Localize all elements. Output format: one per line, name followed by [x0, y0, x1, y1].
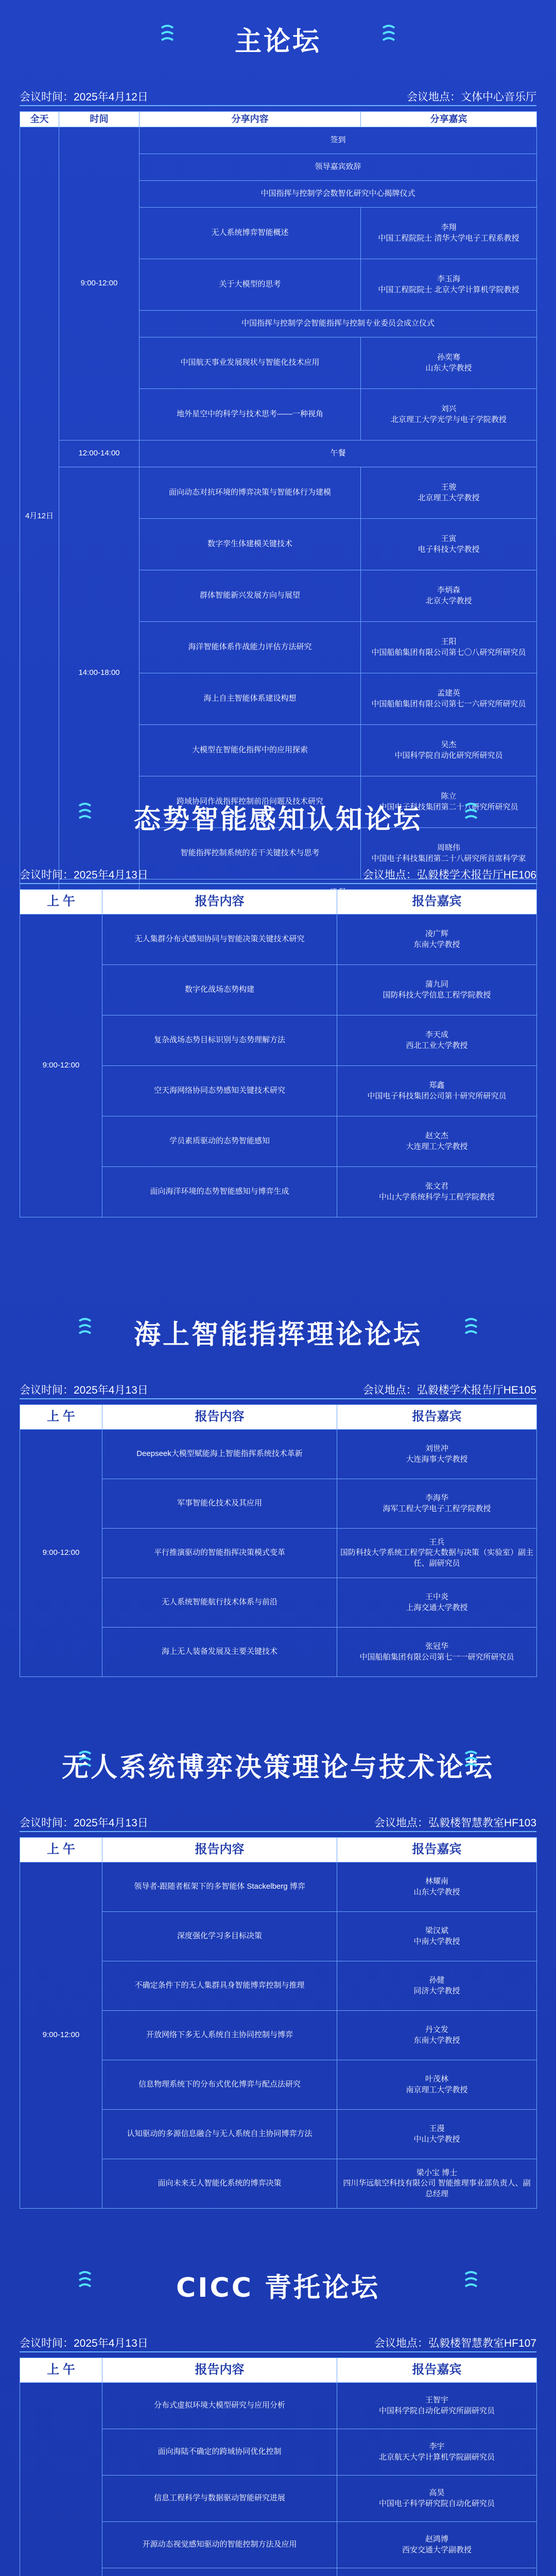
- header-content: 报告内容: [102, 890, 337, 914]
- report-content: 跨域协同作战指挥控制前沿问题及技术研究: [140, 776, 361, 828]
- time-block: 9:00-12:00: [59, 127, 140, 440]
- header-speaker: 报告嘉宾: [337, 890, 537, 914]
- report-content: 海上自主智能体系建设构想: [140, 673, 361, 725]
- speaker-org: 大连海事大学教授: [406, 1454, 468, 1464]
- speaker-cell: [337, 1479, 537, 1529]
- agenda-item: 午餐: [140, 440, 537, 467]
- report-content: 大模型在智能化指挥中的应用探索: [140, 725, 361, 776]
- speaker-org: 中山大学教授: [413, 2134, 460, 2144]
- time-block: 9:00-12:00: [20, 1862, 102, 2209]
- report-content: 军事智能化技术及其应用: [102, 1479, 337, 1529]
- report-content: 面向海洋环境的态势智能感知与博弈生成: [102, 1167, 337, 1217]
- speaker-name: 张文君: [425, 1182, 448, 1191]
- schedule-table: [20, 889, 537, 1217]
- speaker-name: 李炳森: [437, 586, 460, 595]
- speaker-name: 高昊: [429, 2488, 445, 2498]
- speaker-org: 北京理工大学光学与电子学院教授: [390, 415, 507, 424]
- report-content: 深度强化学习多目标决策: [102, 1912, 337, 1961]
- report-content: Deepseek大模型赋能海上智能指挥系统技术革新: [102, 1430, 337, 1479]
- speaker-org: 东南大学教授: [413, 2036, 460, 2045]
- speaker-cell: [361, 622, 537, 673]
- speaker-org: 北京大学教授: [425, 596, 472, 605]
- report-content: 地外星空中的科学与技术思考——一种视角: [140, 389, 361, 440]
- schedule-table-main: [20, 111, 537, 906]
- speaker-cell: [337, 1628, 537, 1677]
- speaker-name: 叶茂林: [425, 2075, 448, 2084]
- report-content: 开放网络下多无人系统自主协同控制与博弈: [102, 2011, 337, 2060]
- header-content: 报告内容: [102, 1838, 337, 1862]
- report-content: 海洋智能体系作战能力评估方法研究: [140, 622, 361, 673]
- speaker-cell: [361, 337, 537, 389]
- agenda-item: 中国指挥与控制学会智能指挥与控制专业委员会成立仪式: [140, 311, 537, 337]
- speaker-cell: [361, 570, 537, 622]
- report-content: 学员素质驱动的态势智能感知: [102, 1116, 337, 1167]
- report-content: 面向海陆不确定的跨域协同优化控制: [102, 2429, 337, 2476]
- time-block: 14:00-18:00: [59, 467, 140, 879]
- speaker-org: 国防科技大学信息工程学院教授: [383, 990, 491, 999]
- report-content: 群体智能新兴发展方向与展望: [140, 570, 361, 622]
- report-content: 关于大模型的思考: [140, 259, 361, 311]
- time-block: 12:00-14:00: [59, 440, 140, 467]
- header-speaker: 报告嘉宾: [337, 2358, 537, 2383]
- speaker-org: 大连理工大学教授: [406, 1142, 468, 1151]
- speaker-name: 刘兴: [441, 404, 457, 414]
- speaker-org: 中国工程院院士 北京大学计算机学院教授: [378, 285, 519, 294]
- meeting-location: 会议地点：弘毅楼学术报告厅HE105: [362, 1384, 536, 1396]
- speaker-org: 中南大学教授: [413, 1937, 460, 1946]
- speaker-name: 孙奕骞: [437, 353, 460, 362]
- report-content: 无人系统智能航行技术体系与前沿: [102, 1578, 337, 1628]
- report-content: 开源动态视觉感知驱动的智能控制方法及应用: [102, 2522, 337, 2568]
- speaker-org: 上海交通大学教授: [406, 1603, 468, 1612]
- speaker-org: 中国科学院自动化研究所副研究员: [378, 2406, 495, 2415]
- speaker-org: 国防科技大学系统工程学院大数据与决策（实验室）副主任、副研究员: [340, 1548, 533, 1568]
- speaker-cell: [361, 673, 537, 725]
- report-content: 无人系统博弈智能概述: [140, 208, 361, 259]
- meeting-time: 会议时间：2025年4月13日: [20, 869, 148, 881]
- agenda-item: 签到: [140, 127, 537, 154]
- speaker-cell: [337, 1430, 537, 1479]
- speaker-name: 王中炎: [425, 1592, 448, 1602]
- agenda-item: 中国指挥与控制学会数智化研究中心揭牌仪式: [140, 181, 537, 208]
- decorative-wave-icon: [463, 802, 479, 822]
- header-content: 报告内容: [102, 1405, 337, 1430]
- speaker-name: 吴杰: [441, 740, 457, 750]
- speaker-org: 山东大学教授: [425, 363, 472, 372]
- speaker-cell: [361, 208, 537, 259]
- report-content: 数字化战场态势构建: [102, 965, 337, 1015]
- speaker-org: 中国科学院自动化研究所研究员: [394, 751, 503, 760]
- header-speaker: 报告嘉宾: [337, 1838, 537, 1862]
- speaker-name: 梁汉斌: [425, 1926, 448, 1936]
- speaker-org: 西安交通大学副教授: [402, 2545, 472, 2554]
- meeting-time: 会议时间：2025年4月13日: [20, 2337, 148, 2349]
- schedule-table: [20, 2358, 537, 2576]
- time-block: 9:00-12:00: [20, 1430, 102, 1677]
- report-content: 海上无人装备发展及主要关键技术: [102, 1628, 337, 1677]
- speaker-cell: [337, 1015, 537, 1066]
- speaker-org: 四川华远航空科技有限公司 智能推理事业部负责人、副总经理: [343, 2179, 531, 2198]
- speaker-org: 中国船舶集团有限公司第七一一研究所研究员: [359, 1652, 514, 1662]
- forum-title: 海上智能指挥理论论坛: [133, 1319, 422, 1350]
- speaker-name: 李翔: [441, 223, 457, 232]
- speaker-name: 丹文发: [425, 2025, 448, 2035]
- speaker-name: 李天成: [425, 1030, 448, 1040]
- forum-title: 态势智能感知认知论坛: [133, 804, 422, 835]
- report-content: 信息物理系统下的分布式优化博弈与配点法研究: [102, 2060, 337, 2110]
- time-block: [20, 2383, 102, 2576]
- speaker-org: 中国电子科技集团第二十八研究所研究员: [379, 802, 518, 811]
- speaker-name: 赵文杰: [425, 1131, 448, 1141]
- speaker-cell: [337, 2011, 537, 2060]
- meeting-time: 会议时间：2025年4月13日: [20, 1817, 148, 1829]
- report-content: [102, 2568, 337, 2576]
- speaker-cell: [337, 1167, 537, 1217]
- speaker-name: 王寅: [441, 534, 457, 544]
- speaker-cell: [337, 1116, 537, 1167]
- speaker-org: 中国船舶集团有限公司第七〇八研究所研究员: [371, 648, 526, 657]
- speaker-cell: [337, 2060, 537, 2110]
- report-content: 平行推演驱动的智能指挥决策模式变革: [102, 1529, 337, 1578]
- speaker-org: 电子科技大学教授: [418, 545, 480, 554]
- decorative-wave-icon: [463, 2270, 479, 2291]
- meta-bar: [20, 1811, 536, 1832]
- speaker-org: 北京理工大学教授: [418, 493, 480, 502]
- speaker-cell: [337, 2110, 537, 2159]
- report-content: 认知驱动的多源信息融合与无人系统自主协同博弈方法: [102, 2110, 337, 2159]
- report-content: 领导者-跟随者框架下的多智能体 Stackelberg 博弈: [102, 1862, 337, 1912]
- agenda-item: 领导嘉宾致辞: [140, 154, 537, 181]
- speaker-org: 中山大学系统科学与工程学院教授: [378, 1192, 495, 1201]
- forum-title: CICC 青托论坛: [176, 2273, 380, 2303]
- speaker-cell: [337, 2429, 537, 2476]
- meta-bar: [20, 2332, 536, 2352]
- speaker-name: 李海华: [425, 1494, 448, 1503]
- speaker-cell: [337, 1529, 537, 1578]
- speaker-cell: [337, 2476, 537, 2522]
- speaker-name: 陈立: [441, 792, 457, 801]
- time-block: 9:00-12:00: [20, 914, 102, 1217]
- speaker-name: 孟建英: [437, 689, 460, 698]
- speaker-org: 同济大学教授: [413, 1986, 460, 1995]
- speaker-cell: [337, 2568, 537, 2576]
- meeting-location: 会议地点：弘毅楼智慧教室HF103: [374, 1817, 536, 1829]
- header-session: 上 午: [20, 890, 102, 914]
- report-content: 分布式虚拟环境大模型研究与应用分析: [102, 2383, 337, 2429]
- speaker-name: 凌广辉: [425, 929, 448, 939]
- meeting-location: 会议地点：弘毅楼智慧教室HF107: [374, 2337, 536, 2349]
- report-content: 面向动态对抗环境的博弈决策与智能体行为建模: [140, 467, 361, 519]
- speaker-org: 东南大学教授: [413, 940, 460, 949]
- speaker-name: 王兵: [429, 1538, 445, 1547]
- report-content: 不确定条件下的无人集群具身智能博弈控制与推理: [102, 1961, 337, 2011]
- speaker-name: 郑鑫: [429, 1081, 445, 1090]
- meta-bar: [20, 86, 536, 106]
- report-content: 面向未来无人智能化系统的博弈决策: [102, 2159, 337, 2209]
- speaker-name: 王骏: [441, 483, 457, 492]
- speaker-name: 李玉海: [437, 275, 460, 284]
- speaker-name: 王漫: [429, 2124, 445, 2133]
- speaker-org: 海军工程大学电子工程学院教授: [383, 1504, 491, 1513]
- speaker-org: 中国工程院院士 清华大学电子工程系教授: [378, 233, 519, 243]
- speaker-name: 林耀南: [425, 1877, 448, 1886]
- speaker-name: 周晓伟: [437, 843, 460, 853]
- report-content: 复杂战场态势目标识别与态势理解方法: [102, 1015, 337, 1066]
- header-session: 上 午: [20, 1838, 102, 1862]
- report-content: 智能指挥控制系统的若干关键技术与思考: [140, 828, 361, 879]
- speaker-name: 张冠华: [425, 1642, 448, 1651]
- speaker-name: 王智宇: [425, 2396, 448, 2405]
- report-content: 信息工程科学与数据驱动智能研究进展: [102, 2476, 337, 2522]
- speaker-cell: [361, 467, 537, 519]
- decorative-wave-icon: [463, 1317, 479, 1337]
- speaker-name: 刘世冲: [425, 1444, 448, 1453]
- header-session: 上 午: [20, 1405, 102, 1430]
- header-day: 全天: [20, 112, 59, 127]
- decorative-wave-icon: [463, 1750, 479, 1770]
- speaker-cell: [361, 389, 537, 440]
- speaker-cell: [337, 1066, 537, 1116]
- speaker-org: 中国电子科技集团公司第十研究所研究员: [367, 1091, 507, 1100]
- speaker-cell: [337, 965, 537, 1015]
- meeting-time: 会议时间：2025年4月12日: [20, 91, 148, 103]
- speaker-cell: [337, 914, 537, 965]
- header-session: 上 午: [20, 2358, 102, 2383]
- header-time: 时间: [59, 112, 140, 127]
- speaker-name: 孙健: [429, 1976, 445, 1985]
- speaker-cell: [337, 2383, 537, 2429]
- speaker-cell: [337, 2159, 537, 2209]
- header-content: 报告内容: [102, 2358, 337, 2383]
- speaker-name: 李宇: [429, 2442, 445, 2451]
- meeting-location: 会议地点：文体中心音乐厅: [407, 91, 536, 103]
- meta-bar: [20, 863, 536, 884]
- header-content: 分享内容: [140, 112, 361, 127]
- speaker-cell: [337, 1862, 537, 1912]
- report-content: 空天海网络协同态势感知关键技术研究: [102, 1066, 337, 1116]
- speaker-name: 赵鸿博: [425, 2535, 448, 2544]
- header-speaker: 报告嘉宾: [337, 1405, 537, 1430]
- speaker-org: 中国电子科技集团第二十八研究所首席科学家: [371, 854, 526, 863]
- report-content: 无人集群分布式感知协同与智能决策关键技术研究: [102, 914, 337, 965]
- day-cell: 4月12日: [20, 127, 59, 906]
- speaker-org: 北京航天大学计算机学院副研究员: [378, 2452, 495, 2462]
- schedule-table: [20, 1404, 537, 1677]
- speaker-cell: [337, 2522, 537, 2568]
- forum-title: 主论坛: [234, 26, 321, 57]
- report-content: 数字孪生体建模关键技术: [140, 519, 361, 570]
- speaker-cell: [361, 725, 537, 776]
- speaker-org: 中国船舶集团有限公司第七一六研究所研究员: [371, 699, 526, 708]
- meta-bar: [20, 1379, 536, 1399]
- speaker-cell: [361, 519, 537, 570]
- meeting-location: 会议地点：弘毅楼学术报告厅HE106: [362, 869, 536, 881]
- speaker-cell: [337, 1578, 537, 1628]
- report-content: 中国航天事业发展现状与智能化技术应用: [140, 337, 361, 389]
- speaker-name: 梁小宝 博士: [416, 2168, 458, 2178]
- decorative-wave-right-icon: [381, 24, 396, 44]
- speaker-org: 山东大学教授: [413, 1887, 460, 1896]
- speaker-name: 蒲九同: [425, 980, 448, 989]
- speaker-cell: [337, 1961, 537, 2011]
- speaker-org: 中国电子科学研究院自动化研究员: [378, 2499, 495, 2508]
- speaker-cell: [337, 1912, 537, 1961]
- meeting-time: 会议时间：2025年4月13日: [20, 1384, 148, 1396]
- speaker-name: 王阳: [441, 637, 457, 647]
- schedule-table: [20, 1837, 537, 2209]
- forum-title: 无人系统博弈决策理论与技术论坛: [61, 1752, 494, 1783]
- header-speaker: 分享嘉宾: [361, 112, 537, 127]
- speaker-cell: [361, 259, 537, 311]
- speaker-org: 西北工业大学教授: [406, 1041, 468, 1050]
- speaker-org: 南京理工大学教授: [406, 2085, 468, 2094]
